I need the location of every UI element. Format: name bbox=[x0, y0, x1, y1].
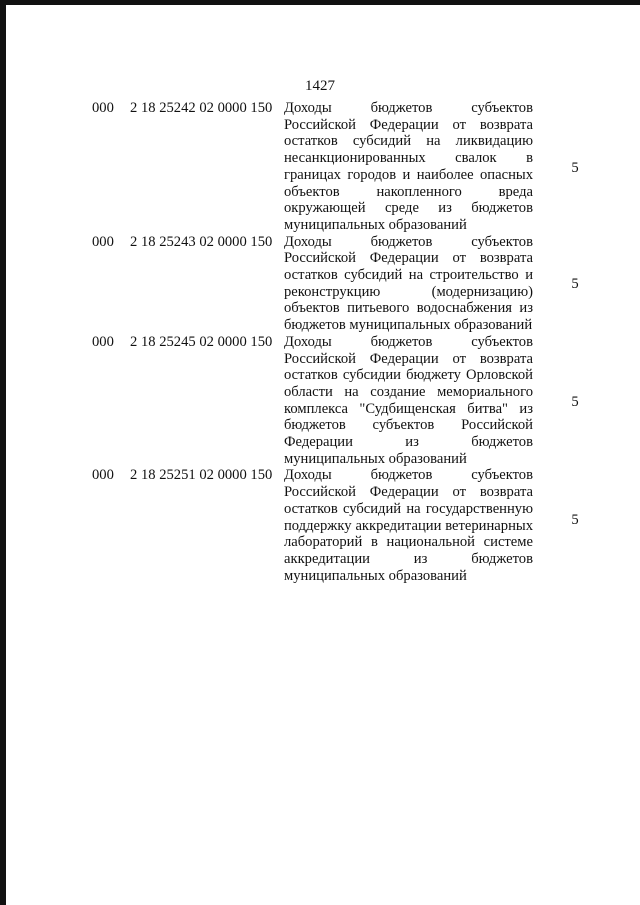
description-line: лабораторий в национальной системе bbox=[284, 534, 533, 551]
description-line: бюджетов муниципальных образований bbox=[284, 317, 533, 334]
description-line: остатков субсидий на строительство и bbox=[284, 267, 533, 284]
description-line: остатков субсидий на государственную bbox=[284, 500, 533, 517]
budget-classification-code: 2 18 25251 02 0000 150 bbox=[130, 467, 273, 484]
revenue-description bbox=[284, 100, 533, 234]
admin-code: 000 bbox=[92, 333, 114, 350]
description-line: Доходы бюджетов субъектов bbox=[284, 333, 533, 350]
page-top-border bbox=[0, 0, 640, 5]
norm-value: 5 bbox=[571, 160, 579, 176]
description-line: поддержку аккредитации ветеринарных bbox=[284, 517, 533, 534]
description-line: Российской Федерации от возврата bbox=[284, 484, 533, 501]
description-line: муниципальных образований bbox=[284, 567, 467, 584]
table-row bbox=[0, 100, 640, 234]
description-line: остатков субсидий на ликвидацию bbox=[284, 133, 533, 150]
description-line: Российской Федерации от возврата bbox=[284, 250, 533, 267]
budget-classification-code: 2 18 25242 02 0000 150 bbox=[130, 100, 273, 116]
description-line: объектов питьевого водоснабжения из bbox=[284, 300, 533, 317]
norm-value: 5 bbox=[571, 512, 579, 529]
table-row bbox=[0, 234, 640, 334]
description-line: реконструкцию (модернизацию) bbox=[284, 283, 533, 300]
description-line: остатков субсидии бюджету Орловской bbox=[284, 367, 533, 384]
description-line: комплекса "Судбищенская битва" из bbox=[284, 400, 533, 417]
description-line: Российской Федерации от возврата bbox=[284, 350, 533, 367]
table-row bbox=[0, 467, 640, 584]
revenue-description bbox=[284, 334, 533, 468]
page-number: 1427 bbox=[305, 78, 335, 94]
description-line: области на создание мемориального bbox=[284, 383, 533, 400]
description-line: границах городов и наиболее опасных bbox=[284, 166, 533, 183]
table-row bbox=[0, 334, 640, 468]
revenue-description bbox=[284, 234, 533, 334]
admin-code: 000 bbox=[92, 100, 114, 116]
description-line: Федерации из бюджетов bbox=[284, 434, 533, 451]
description-line: Российской Федерации от возврата bbox=[284, 116, 533, 133]
description-line: Доходы бюджетов субъектов bbox=[284, 100, 533, 116]
description-line: муниципальных образований bbox=[284, 216, 467, 233]
admin-code: 000 bbox=[92, 233, 114, 250]
description-line: Доходы бюджетов субъектов bbox=[284, 233, 533, 250]
revenue-description bbox=[284, 467, 533, 584]
description-line: объектов накопленного вреда bbox=[284, 183, 533, 200]
description-line: окружающей среде из бюджетов bbox=[284, 200, 533, 217]
description-line: бюджетов субъектов Российской bbox=[284, 417, 533, 434]
description-line: несанкционированных свалок в bbox=[284, 150, 533, 167]
budget-classification-code: 2 18 25243 02 0000 150 bbox=[130, 233, 273, 250]
norm-value: 5 bbox=[571, 393, 579, 410]
admin-code: 000 bbox=[92, 467, 114, 484]
revenue-codes-table bbox=[0, 100, 640, 584]
description-line: аккредитации из бюджетов bbox=[284, 550, 533, 567]
norm-value: 5 bbox=[571, 275, 579, 292]
description-line: Доходы бюджетов субъектов bbox=[284, 467, 533, 484]
budget-classification-code: 2 18 25245 02 0000 150 bbox=[130, 333, 273, 350]
description-line: муниципальных образований bbox=[284, 450, 467, 467]
